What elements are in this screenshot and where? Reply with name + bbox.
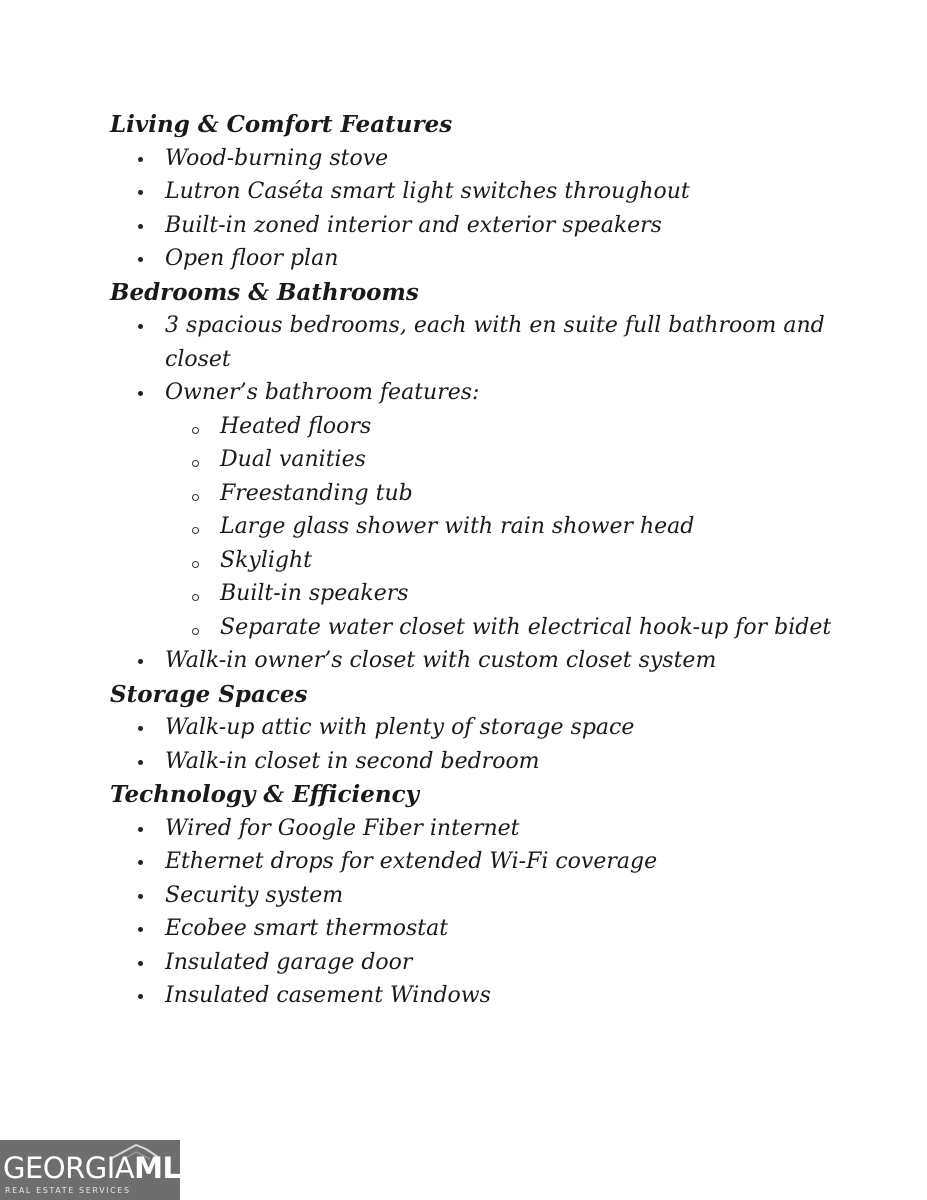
sub-list-item-text: Skylight	[220, 547, 312, 573]
section-heading-living-comfort: Living & Comfort Features	[110, 111, 453, 138]
logo-name-part2: MLS	[134, 1151, 201, 1185]
circle-bullet-icon	[192, 561, 199, 568]
sub-list-item	[165, 510, 850, 544]
circle-bullet-icon	[192, 594, 199, 601]
list-item-text: Walk-up attic with plenty of storage space	[165, 715, 635, 740]
technology-efficiency-list	[110, 812, 850, 1013]
bullet-icon	[138, 827, 143, 832]
list-item	[110, 142, 850, 176]
sub-list-item-text: Built-in speakers	[220, 581, 409, 606]
logo-name-part1: GEORGIA	[3, 1151, 135, 1185]
list-item	[110, 175, 850, 209]
bullet-icon	[138, 391, 143, 396]
bullet-icon	[138, 894, 143, 899]
sub-list-item-text: Freestanding tub	[220, 480, 413, 506]
bullet-icon	[138, 961, 143, 966]
list-item-text: Insulated garage door	[165, 949, 413, 975]
sub-list-item	[165, 577, 850, 611]
bullet-icon	[138, 257, 143, 262]
list-item-text: Insulated casement Windows	[165, 983, 491, 1008]
list-item	[110, 912, 850, 946]
list-item-text: 3 spacious bedrooms, each with en suite full bathroom and closet	[165, 313, 825, 372]
list-item-text: Ethernet drops for extended Wi-Fi coverage	[165, 849, 658, 874]
sub-list-item-text: Separate water closet with electrical hook-up for bidet	[220, 614, 832, 640]
circle-bullet-icon	[192, 527, 199, 534]
owners-bathroom-features-list	[165, 410, 850, 645]
list-item-text: Built-in zoned interior and exterior speakers	[165, 212, 662, 238]
circle-bullet-icon	[192, 494, 199, 501]
list-item	[110, 209, 850, 243]
list-item	[110, 242, 850, 276]
circle-bullet-icon	[192, 427, 199, 434]
list-item	[110, 845, 850, 879]
section-heading-technology-efficiency: Technology & Efficiency	[110, 781, 419, 808]
circle-bullet-icon	[192, 628, 199, 635]
list-item-text: Walk-in owner’s closet with custom closet system	[165, 648, 717, 673]
list-item	[110, 644, 850, 678]
list-item-text: Walk-in closet in second bedroom	[165, 748, 540, 774]
bullet-icon	[138, 157, 143, 162]
list-item	[110, 711, 850, 745]
bullet-icon	[138, 994, 143, 999]
bullet-icon	[138, 190, 143, 195]
list-item	[110, 812, 850, 846]
sub-list-item	[165, 544, 850, 578]
sub-list-item-text: Heated floors	[220, 413, 372, 439]
list-item	[110, 309, 850, 376]
list-item	[110, 879, 850, 913]
bullet-icon	[138, 224, 143, 229]
bullet-icon	[138, 659, 143, 664]
storage-spaces-list	[110, 711, 850, 778]
bullet-icon	[138, 324, 143, 329]
list-item-text: Ecobee smart thermostat	[165, 916, 449, 941]
list-item-text: Security system	[165, 882, 344, 908]
sub-list-item	[165, 410, 850, 444]
section-heading-storage-spaces: Storage Spaces	[110, 680, 308, 708]
document-body	[110, 108, 850, 1013]
list-item-text: Wired for Google Fiber internet	[165, 815, 520, 841]
sub-list-item	[165, 443, 850, 477]
list-item-text: Lutron Caséta smart light switches throughout	[165, 179, 690, 204]
sub-list-item-text: Large glass shower with rain shower head	[220, 514, 695, 539]
list-item	[110, 946, 850, 980]
georgia-mls-logo	[0, 1140, 201, 1200]
living-comfort-list	[110, 142, 850, 276]
list-item-text: Owner’s bathroom features:	[165, 380, 480, 405]
bullet-icon	[138, 860, 143, 865]
logo-tagline: REAL ESTATE SERVICES	[5, 1186, 131, 1195]
list-item-text: Open floor plan	[165, 246, 339, 271]
list-item	[110, 745, 850, 779]
list-item	[110, 979, 850, 1013]
circle-bullet-icon	[192, 460, 199, 467]
sub-list-item	[165, 477, 850, 511]
logo-wordmark	[3, 1153, 201, 1183]
bullet-icon	[138, 927, 143, 932]
sub-list-item-text: Dual vanities	[220, 447, 366, 472]
list-item-text: Wood-burning stove	[165, 145, 389, 171]
bedrooms-bathrooms-list	[110, 309, 850, 678]
sub-list-item	[165, 611, 850, 645]
bullet-icon	[138, 726, 143, 731]
list-item	[110, 376, 850, 644]
bullet-icon	[138, 760, 143, 765]
section-heading-bedrooms-bathrooms: Bedrooms & Bathrooms	[110, 278, 419, 306]
